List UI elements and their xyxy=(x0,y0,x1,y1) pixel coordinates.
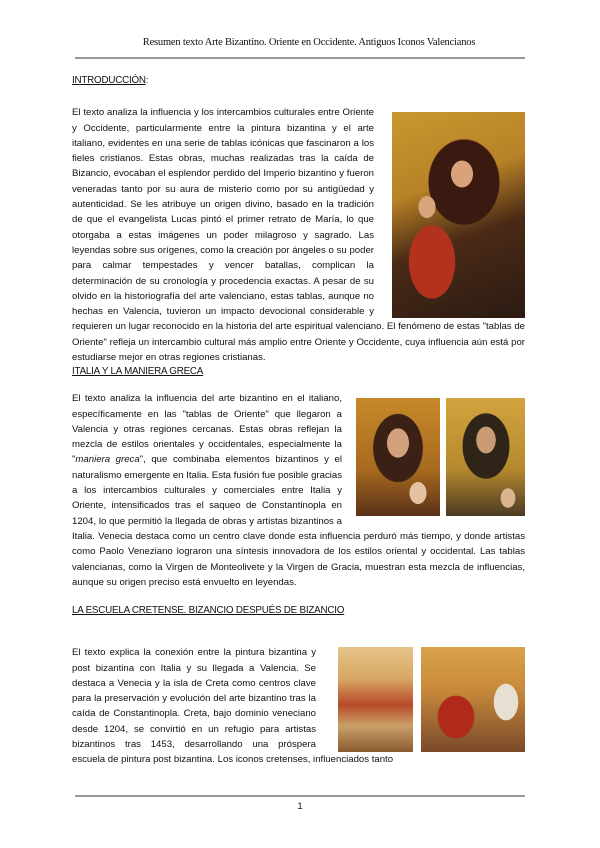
virgin-icon-image-1 xyxy=(356,398,440,516)
section-introduccion xyxy=(72,73,525,365)
cretan-icon-image-2 xyxy=(421,647,525,752)
paragraph-text: ", que combinaba elementos bizantinos y el naturalismo emergente en Italia. Esta fusión fue posible gracias a los intercambios culturales y comerciales entre Italia y Oriente, intensificados tras el saqueo de Constantinopla en 1204, lo que permitió la llegada de obras y artistas bizantinos a Italia. Venecia destaca como un centro clave donde esta influencia perduró más tiempo, y donde artistas como Paolo Veneziano lograron una síntesis innovadora de los estilos oriental y occidental. Las tablas valencianas, como la Virgen de Monteolivete y la Virgen de Gracia, muestran esta mezcla de influencias, aunque su origen preciso está envuelto en leyendas. xyxy=(72,454,525,588)
cretan-icon-image-1 xyxy=(338,647,413,752)
section-paragraph: El texto analiza la influencia y los intercambios culturales entre Oriente y Occidente, particularmente entre la pintura bizantina y el arte italiano, evidentes en una serie de tablas icónicas que fascinaron a los fieles cristianos. Estas obras, muchas realizadas tras la caída de Bizancio, evocaban el esplendor perdido del Imperio bizantino y fueron veneradas tanto por su aura de misterio como por su antigüedad y autenticidad. Se les atribuye un origen divino, basado en la tradición de que el evangelista Lucas pintó el primer retrato de María, lo que otorgaba a estas imágenes un poder milagroso y sagrado. Las leyendas sobre sus orígenes, como la creación por ángeles o su poder para calmar tempestades y vencer batallas, complican la determinación de su cronología y procedencia exactas. A pesar de su olvido en la historiografía del arte valenciano, estas tablas, aunque no hechas en Valencia, tuvieron un impacto devocional considerable y requieren un lugar reconocido en la historia del arte espiritual valenciano. El fenómeno de estas "tablas de Oriente" refleja un intercambio cultural más amplio entre Oriente y Occidente, cuya influencia aún está por estudiarse mejor en otras regiones cristianas. xyxy=(72,107,525,364)
header-divider xyxy=(75,57,525,59)
italic-term: maniera greca xyxy=(75,454,140,466)
virgin-icon-image-2 xyxy=(446,398,525,516)
heading-colon: : xyxy=(145,75,149,86)
section-paragraph: El texto explica la conexión entre la pintura bizantina y post bizantina con Italia y su llegada a Valencia. Se destaca a Venecia y la isla de Creta como centros clave para la preservación y evolución del arte bizantino tras la caída de Constantinopla. Creta, bajo dominio veneciano desde 1204, se convirtió en un refugio para artistas bizantinos tras 1453, desarrollando una próspera escuela de pintura post bizantina. Los iconos cretenses, influenciados tanto xyxy=(72,647,394,766)
page-header: Resumen texto Arte Bizantino. Oriente en Occidente. Antiguos Iconos Valencianos xyxy=(142,37,476,48)
section-heading: ITALIA Y LA MANIERA GRECA xyxy=(72,366,204,377)
footer-divider xyxy=(75,795,525,797)
page-number: 1 xyxy=(297,801,303,812)
madonna-icon-image xyxy=(392,112,525,318)
paragraph-text: El texto analiza la influencia del arte bizantino en el italiano, específicamente en las "tablas de Oriente" que llegaron a Valencia y otras regiones cercanas. Estas obras reflejan la mezcla de estilos orientales y occidentales, especialmente la " xyxy=(72,393,342,466)
section-italia xyxy=(72,364,525,590)
section-heading: INTRODUCCIÓN xyxy=(72,75,146,86)
section-heading: LA ESCUELA CRETENSE. BIZANCIO DESPUÉS DE BIZANCIO xyxy=(72,605,345,616)
section-escuela-cretense xyxy=(72,603,525,768)
